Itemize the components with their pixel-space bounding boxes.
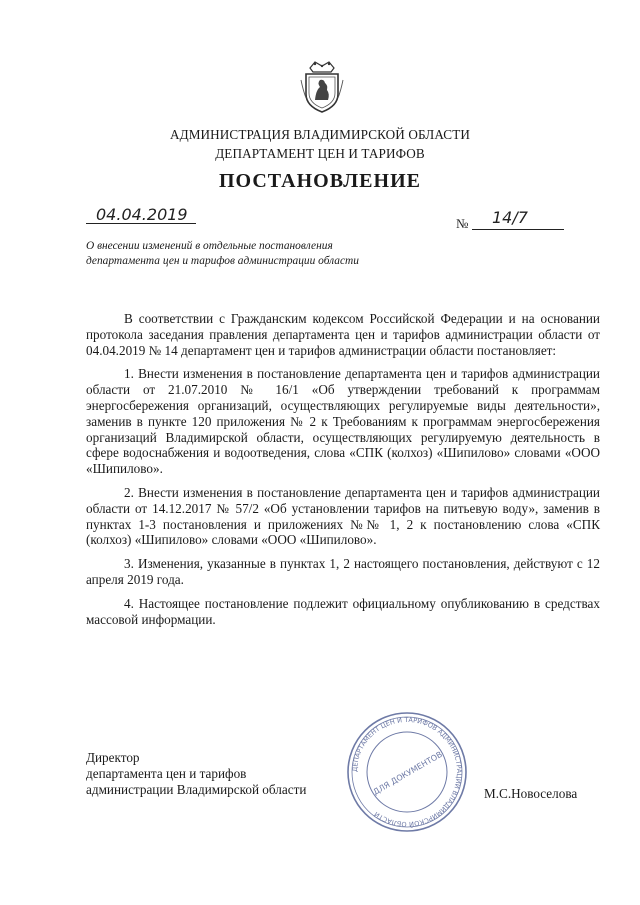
intro-paragraph: В соответствии с Гражданским кодексом Российской Федерации и на основании протокола заседания правления департамента цен и тарифов администрации области от 04.04.2019 № 14 департамент цен и тарифов администрации области постановляет:: [86, 311, 600, 358]
stamp-outer-text: ДЕПАРТАМЕНТ ЦЕН И ТАРИФОВ АДМИНИСТРАЦИИ ВЛАДИМИРСКОЙ ОБЛАСТИ: [350, 715, 464, 829]
department-name: ДЕПАРТАМЕНТ ЦЕН И ТАРИФОВ: [215, 146, 425, 161]
clause-3: 3. Изменения, указанные в пунктах 1, 2 настоящего постановления, действуют с 12 апреля 2019 года.: [86, 556, 600, 587]
document-number: 14/7: [492, 208, 528, 227]
signatory-administration: администрации Владимирской области: [86, 782, 307, 797]
stamp-center-text: ДЛЯ ДОКУМЕНТОВ: [371, 749, 444, 797]
signatory-title: Директор: [86, 750, 140, 765]
document-body: [86, 311, 600, 627]
signatory-block: [86, 750, 306, 798]
official-stamp: [345, 710, 469, 834]
signatory-department: департамента цен и тарифов: [86, 766, 247, 781]
signatory-name: М.С.Новоселова: [484, 786, 578, 801]
number-underline: [472, 229, 564, 230]
clause-1: 1. Внести изменения в постановление департамента цен и тарифов администрации области от 21.07.2010 № 16/1 «Об утверждении требований к программам энергосбережения организаций, осуществляющих регулируемые виды деятельности», заменив в пункте 120 приложения № 2 к Требованиям к программам энергосбережения организаций Владимирской области, осуществляющих регулируемую деятельность в сфере водоснабжения и водоотведения, слова «СПК (колхоз) «Шипилово» словами «ООО «Шипилово».: [86, 366, 600, 477]
clause-4: 4. Настоящее постановление подлежит официальному опубликованию в средствах массовой информации.: [86, 595, 600, 627]
document-subject: О внесении изменений в отдельные постановления департамента цен и тарифов администрации области: [86, 240, 359, 267]
number-sign: №: [456, 216, 469, 231]
document-date: 04.04.2019: [96, 205, 188, 224]
clause-2: 2. Внести изменения в постановление департамента цен и тарифов администрации области от 14.12.2017 № 57/2 «Об установлении тарифов на питьевую воду», заменив в пунктах 1-3 постановления и приложениях №№ 1, 2 к постановлению слова «СПК (колхоз) «Шипилово» словами «ООО «Шипилово».: [86, 484, 600, 548]
document-title: ПОСТАНОВЛЕНИЕ: [219, 170, 421, 192]
coat-of-arms-emblem: [300, 60, 344, 114]
organization-name: АДМИНИСТРАЦИЯ ВЛАДИМИРСКОЙ ОБЛАСТИ: [170, 127, 470, 142]
